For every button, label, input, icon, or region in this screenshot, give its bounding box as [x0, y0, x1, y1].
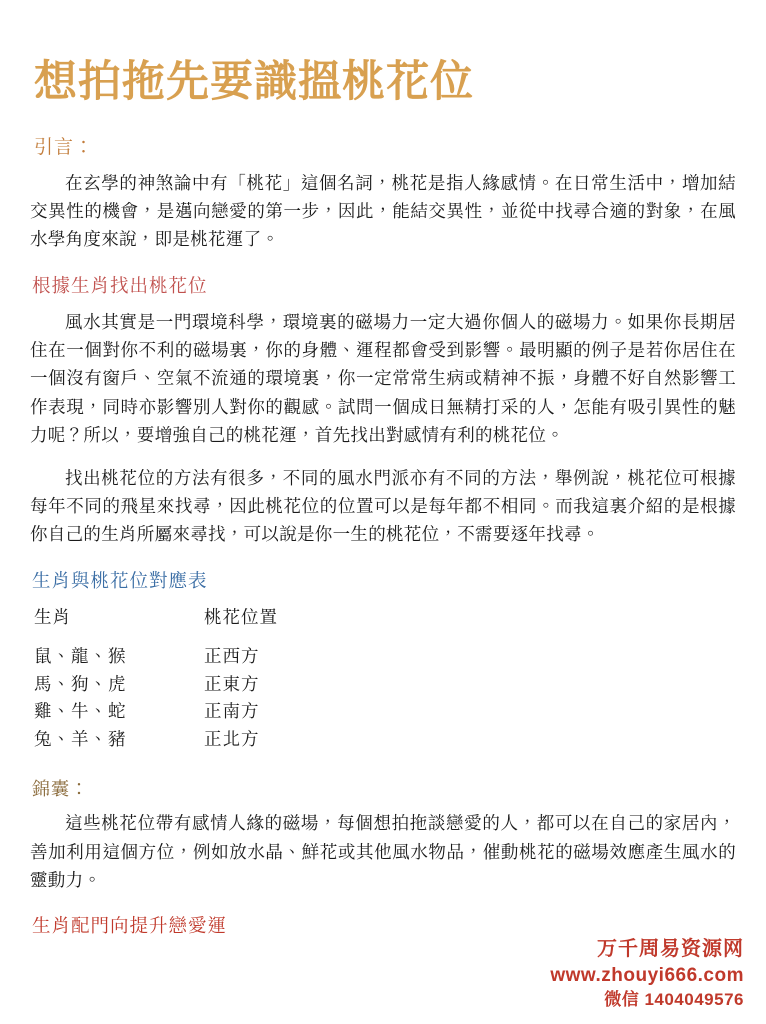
cell-zodiac: 馬、狗、虎: [34, 673, 127, 694]
table-body: [34, 643, 736, 754]
section-heading-find-peach-blossom: 根據生肖找出桃花位: [32, 276, 208, 297]
table-header-row: [34, 603, 736, 631]
paragraph-fengshui-environment: 風水其實是一門環境科學，環境裏的磁場力一定大過你個人的磁場力。如果你長期居住在一個對你不利的磁場裏，你的身體、運程都會受到影響。最明顯的例子是若你居住在一個沒有窗戶、空氣不流通的環境裏，你一定常常生病或精神不振，身體不好自然影響工作表現，同時亦影響別人對你的觀感。試問一個成日無精打采的人，怎能有吸引異性的魅力呢？所以，要增強自己的桃花運，首先找出對感情有利的桃花位。: [30, 311, 736, 446]
section-heading-door-direction: 生肖配門向提升戀愛運: [32, 917, 228, 938]
tip-paragraph: 這些桃花位帶有感情人緣的磁場，每個想拍拖談戀愛的人，都可以在自己的家居內，善加利用這個方位，例如放水晶、鮮花或其他風水物品，催動桃花的磁場效應產生風水的靈動力。: [30, 813, 736, 891]
cell-position: 正西方: [204, 645, 260, 666]
page-title: 想拍拖先要識搵桃花位: [34, 59, 474, 106]
table-row: [34, 643, 736, 671]
cell-zodiac: 兔、羊、豬: [34, 728, 127, 749]
cell-position: 正北方: [204, 728, 260, 749]
table-header-zodiac: 生肖: [34, 606, 71, 627]
watermark-url: www.zhouyi666.com: [550, 965, 744, 987]
table-row: [34, 671, 736, 699]
cell-position: 正東方: [204, 673, 260, 694]
watermark: [550, 936, 744, 1012]
lead-paragraph: 在玄學的神煞論中有「桃花」這個名詞，桃花是指人緣感情。在日常生活中，增加結交異性的機會，是邁向戀愛的第一步，因此，能結交異性，並從中找尋合適的對象，在風水學角度來說，即是桃花運了。: [30, 172, 736, 250]
table-header-position: 桃花位置: [204, 606, 278, 627]
section-heading-zodiac-table: 生肖與桃花位對應表: [32, 571, 208, 592]
watermark-site-name: 万千周易资源网: [597, 938, 744, 961]
zodiac-peach-blossom-table: [34, 603, 736, 754]
table-row: [34, 698, 736, 726]
lead-label: 引言：: [34, 136, 95, 158]
watermark-wechat: 微信 1404049576: [604, 990, 744, 1010]
paragraph-methods: 找出桃花位的方法有很多，不同的風水門派亦有不同的方法，舉例說，桃花位可根據每年不同的飛星來找尋，因此桃花位的位置可以是每年都不相同。而我這裏介紹的是根據你自己的生肖所屬來尋找，可以說是你一生的桃花位，不需要逐年找尋。: [30, 467, 736, 545]
cell-position: 正南方: [204, 701, 260, 722]
cell-zodiac: 鼠、龍、猴: [34, 645, 127, 666]
tip-label: 錦囊：: [32, 779, 89, 800]
table-row: [34, 726, 736, 754]
cell-zodiac: 雞、牛、蛇: [34, 701, 127, 722]
